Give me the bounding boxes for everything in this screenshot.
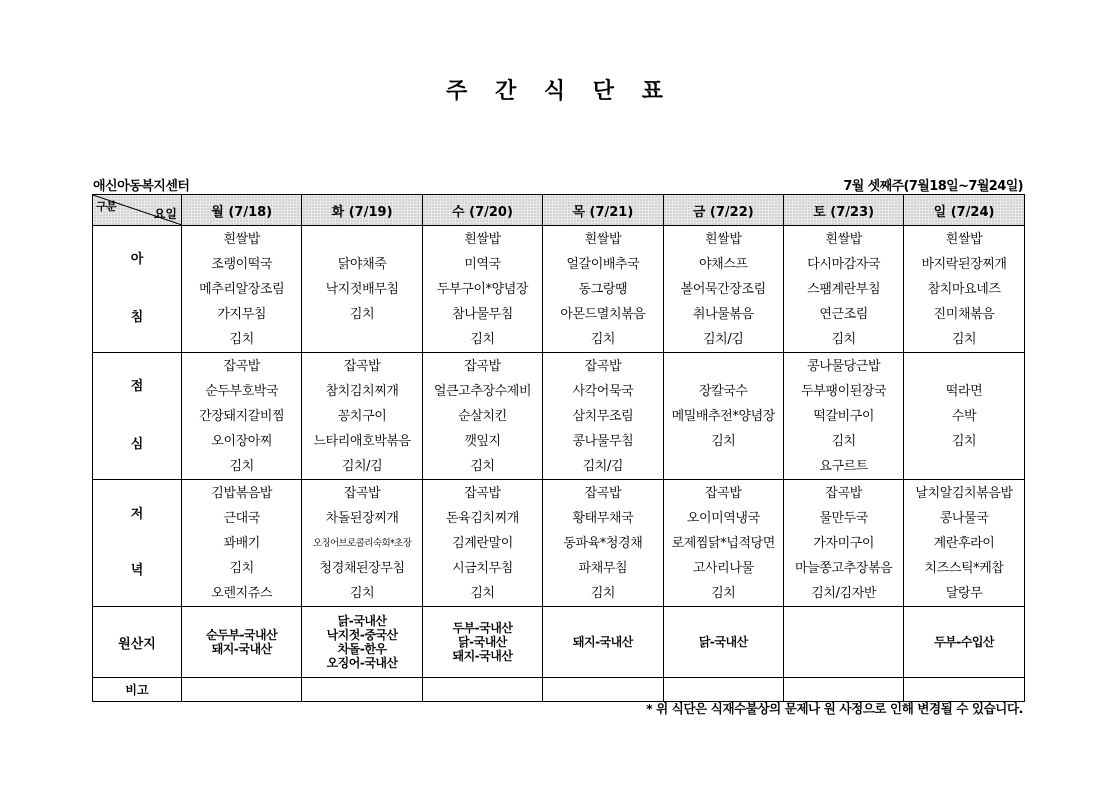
weekly-menu-table: [92, 194, 1025, 702]
day-header: 목 (7/21): [543, 195, 663, 226]
menu-item: 콩나물무침: [572, 433, 634, 449]
menu-item: 차돌된장찌개: [325, 510, 399, 526]
origin-label: 원산지: [93, 607, 182, 678]
menu-item: 물만두국: [819, 510, 868, 526]
note-cell: [904, 678, 1024, 702]
meal-label-lunch: [93, 353, 182, 480]
menu-item: 잡곡밥: [464, 485, 501, 501]
menu-item: 두부구이*양념장: [436, 281, 529, 297]
day-header: 토 (7/23): [783, 195, 903, 226]
menu-item: 김치: [229, 458, 254, 474]
footnote: * 위 식단은 식재수불상의 문제나 원 사정으로 인해 변경될 수 있습니다.: [646, 701, 1023, 716]
menu-item: 동그랑땡: [578, 281, 628, 297]
origin-cell: [302, 607, 422, 678]
menu-cell: [904, 353, 1024, 480]
menu-item: 잡곡밥: [343, 358, 381, 374]
menu-item: 오징어브로콜리숙회*초장: [312, 537, 412, 549]
menu-cell: [904, 226, 1024, 353]
menu-item: 잡곡밥: [584, 485, 622, 501]
origin-item: 두부-국내산: [452, 621, 513, 635]
menu-item: 흰쌀밥: [464, 231, 501, 247]
menu-item: 파채무침: [578, 560, 628, 576]
note-cell: [783, 678, 903, 702]
menu-item: 김치: [470, 331, 495, 347]
menu-item: 메밀배추전*양념장: [671, 408, 775, 424]
corner-label-category: 구분: [96, 200, 117, 213]
menu-cell: [783, 480, 903, 607]
menu-item: 요구르트: [819, 458, 868, 474]
origin-cell: [422, 607, 542, 678]
origin-cell: [182, 607, 302, 678]
menu-item: 낙지젓배무침: [325, 281, 399, 297]
menu-cell: [302, 480, 422, 607]
menu-item: 고사리나물: [692, 560, 754, 576]
origin-item: 닭-국내산: [698, 635, 748, 649]
menu-cell: [663, 226, 783, 353]
menu-cell: [543, 353, 663, 480]
origin-item: 순두부-국내산: [206, 628, 278, 642]
menu-cell: [422, 480, 542, 607]
menu-item: 김치: [831, 331, 856, 347]
menu-item: 깻잎지: [464, 433, 501, 449]
menu-item: 순두부호박국: [205, 383, 279, 399]
origin-cell: [783, 607, 903, 678]
menu-item: 김치/김: [582, 458, 624, 474]
menu-item: 잡곡밥: [223, 358, 260, 374]
note-cell: [663, 678, 783, 702]
menu-item: 오이미역냉국: [686, 510, 760, 526]
menu-item: 김치: [951, 433, 977, 449]
menu-cell: [543, 226, 663, 353]
meal-row-breakfast: [93, 226, 1025, 353]
day-header: 일 (7/24): [904, 195, 1024, 226]
menu-item: 닭야채죽: [337, 256, 387, 272]
menu-item: 야채스프: [698, 256, 748, 272]
menu-item: 가자미구이: [813, 535, 875, 551]
menu-item: 달랑무: [945, 585, 983, 601]
menu-item: 수박: [951, 408, 977, 424]
menu-cell: [783, 353, 903, 480]
page-title: 주 간 식 단 표: [446, 79, 673, 104]
menu-item: 오이장아찌: [211, 433, 273, 449]
menu-cell: [783, 226, 903, 353]
menu-cell: [182, 480, 302, 607]
origin-item: 낙지젓-중국산: [326, 628, 398, 642]
day-header: 월 (7/18): [182, 195, 302, 226]
origin-item: 돼지-국내산: [211, 642, 272, 656]
origin-row: [93, 607, 1025, 678]
origin-cell: [543, 607, 663, 678]
menu-item: 스팸계란부침: [807, 281, 881, 297]
menu-item: 콩나물국: [939, 510, 989, 526]
menu-item: 진미채볶음: [933, 306, 995, 322]
menu-item: 흰쌀밥: [584, 231, 622, 247]
menu-item: 얼갈이배추국: [566, 256, 640, 272]
menu-item: 시금치무침: [452, 560, 513, 576]
header-row: [93, 195, 1025, 226]
meal-label-breakfast: [93, 226, 182, 353]
menu-item: 김치: [951, 331, 977, 347]
menu-item: 동파육*청경채: [563, 535, 643, 551]
menu-item: 떡라면: [945, 383, 983, 399]
menu-item: 치즈스틱*케찹: [924, 560, 1004, 576]
menu-item: 잡곡밥: [343, 485, 381, 501]
menu-cell: [422, 226, 542, 353]
menu-item: 볼어묵간장조림: [680, 281, 766, 297]
menu-item: 김치: [349, 306, 375, 322]
menu-item: 떡갈비구이: [813, 408, 875, 424]
menu-item: 참치김치찌개: [325, 383, 399, 399]
menu-cell: [182, 226, 302, 353]
origin-cell: [663, 607, 783, 678]
menu-item: 느타리애호박볶음: [313, 433, 411, 449]
corner-label-day: 요일: [153, 207, 177, 221]
day-header: 화 (7/19): [302, 195, 422, 226]
meal-label-char: 심: [130, 437, 144, 452]
note-cell: [422, 678, 542, 702]
menu-item: 김치: [229, 560, 254, 576]
menu-item: 바지락된장찌개: [921, 256, 1007, 272]
menu-item: 김치/김: [341, 458, 383, 474]
menu-item: 로제찜닭*넙적당면: [671, 535, 775, 551]
origin-item: 두부-수입산: [934, 635, 995, 649]
menu-item: 흰쌀밥: [223, 231, 260, 247]
origin-cell: [904, 607, 1024, 678]
note-cell: [543, 678, 663, 702]
origin-item: 차돌-한우: [337, 642, 387, 656]
menu-item: 김밥볶음밥: [211, 485, 273, 501]
note-cell: [302, 678, 422, 702]
menu-item: 김치: [590, 585, 616, 601]
menu-item: 마늘쫑고추장볶음: [795, 560, 893, 576]
menu-item: 삼치무조림: [572, 408, 634, 424]
menu-item: 김치/김자반: [811, 585, 877, 601]
menu-cell: [904, 480, 1024, 607]
menu-item: 콩나물당근밥: [807, 358, 881, 374]
menu-item: 흰쌀밥: [945, 231, 983, 247]
menu-item: 장칼국수: [698, 383, 748, 399]
menu-item: 김치: [470, 458, 495, 474]
menu-item: 흰쌀밥: [825, 231, 862, 247]
menu-item: 순살치킨: [458, 408, 507, 424]
note-cell: [182, 678, 302, 702]
day-header: 금 (7/22): [663, 195, 783, 226]
menu-cell: [302, 226, 422, 353]
menu-cell: [543, 480, 663, 607]
menu-item: 청경채된장무침: [319, 560, 405, 576]
menu-item: 미역국: [464, 256, 501, 272]
meal-label-char: 녁: [130, 563, 144, 578]
menu-item: 김치: [711, 433, 736, 449]
menu-item: 김치: [831, 433, 856, 449]
menu-item: 날치알김치볶음밥: [915, 485, 1013, 501]
meal-label-char: 침: [130, 310, 144, 325]
menu-item: 잡곡밥: [464, 358, 501, 374]
menu-item: 취나물볶음: [692, 306, 754, 322]
menu-item: 김치: [470, 585, 495, 601]
menu-item: 얼큰고추장수제비: [433, 383, 532, 399]
menu-cell: [422, 353, 542, 480]
menu-item: 김치/김: [703, 331, 744, 347]
corner-cell: [93, 195, 182, 226]
menu-item: 흰쌀밥: [705, 231, 742, 247]
menu-item: 다시마감자국: [807, 256, 881, 272]
origin-item: 돼지-국내산: [572, 635, 633, 649]
menu-item: 잡곡밥: [584, 358, 622, 374]
menu-item: 조랭이떡국: [211, 256, 273, 272]
organization-name: 애신아동복지센터: [93, 179, 190, 194]
menu-item: 간장돼지갈비찜: [199, 408, 285, 424]
menu-item: 두부팽이된장국: [801, 383, 887, 399]
menu-item: 돈육김치찌개: [446, 510, 519, 526]
menu-item: 사각어묵국: [572, 383, 634, 399]
meal-row-dinner: [93, 480, 1025, 607]
menu-item: 참나물무침: [452, 306, 513, 322]
menu-item: 김치: [349, 585, 375, 601]
note-row: [93, 678, 1025, 702]
menu-item: 참치마요네즈: [927, 281, 1001, 297]
meal-label-char: 저: [130, 507, 144, 522]
menu-item: 김치: [229, 331, 254, 347]
menu-cell: [182, 353, 302, 480]
menu-item: 꽁치구이: [337, 408, 387, 424]
meal-label-char: 아: [130, 252, 144, 267]
note-label: 비고: [93, 678, 182, 702]
menu-item: 메추리알장조림: [199, 281, 285, 297]
origin-item: 오징어-국내산: [326, 656, 398, 670]
menu-item: 오렌지쥬스: [211, 585, 273, 601]
menu-cell: [663, 480, 783, 607]
menu-item: 잡곡밥: [825, 485, 862, 501]
menu-item: 계란후라이: [933, 535, 995, 551]
menu-item: 김치: [711, 585, 736, 601]
menu-item: 잡곡밥: [705, 485, 742, 501]
day-header: 수 (7/20): [422, 195, 542, 226]
menu-item: 황태무채국: [572, 510, 634, 526]
origin-item: 돼지-국내산: [452, 649, 513, 663]
menu-item: 김치: [590, 331, 616, 347]
meal-row-lunch: [93, 353, 1025, 480]
meal-label-char: 점: [130, 379, 144, 394]
menu-cell: [302, 353, 422, 480]
menu-item: 가지무침: [217, 306, 267, 322]
meal-label-dinner: [93, 480, 182, 607]
week-range: 7월 셋째주(7월18일~7월24일): [843, 179, 1023, 194]
menu-cell: [663, 353, 783, 480]
menu-item: 김계란말이: [452, 535, 513, 551]
menu-item: 연근조림: [819, 306, 868, 322]
menu-item: 근대국: [223, 510, 260, 526]
menu-item: 꽈배기: [223, 535, 260, 551]
origin-item: 닭-국내산: [337, 614, 387, 628]
menu-item: 아몬드멸치볶음: [560, 306, 646, 322]
origin-item: 닭-국내산: [458, 635, 507, 649]
